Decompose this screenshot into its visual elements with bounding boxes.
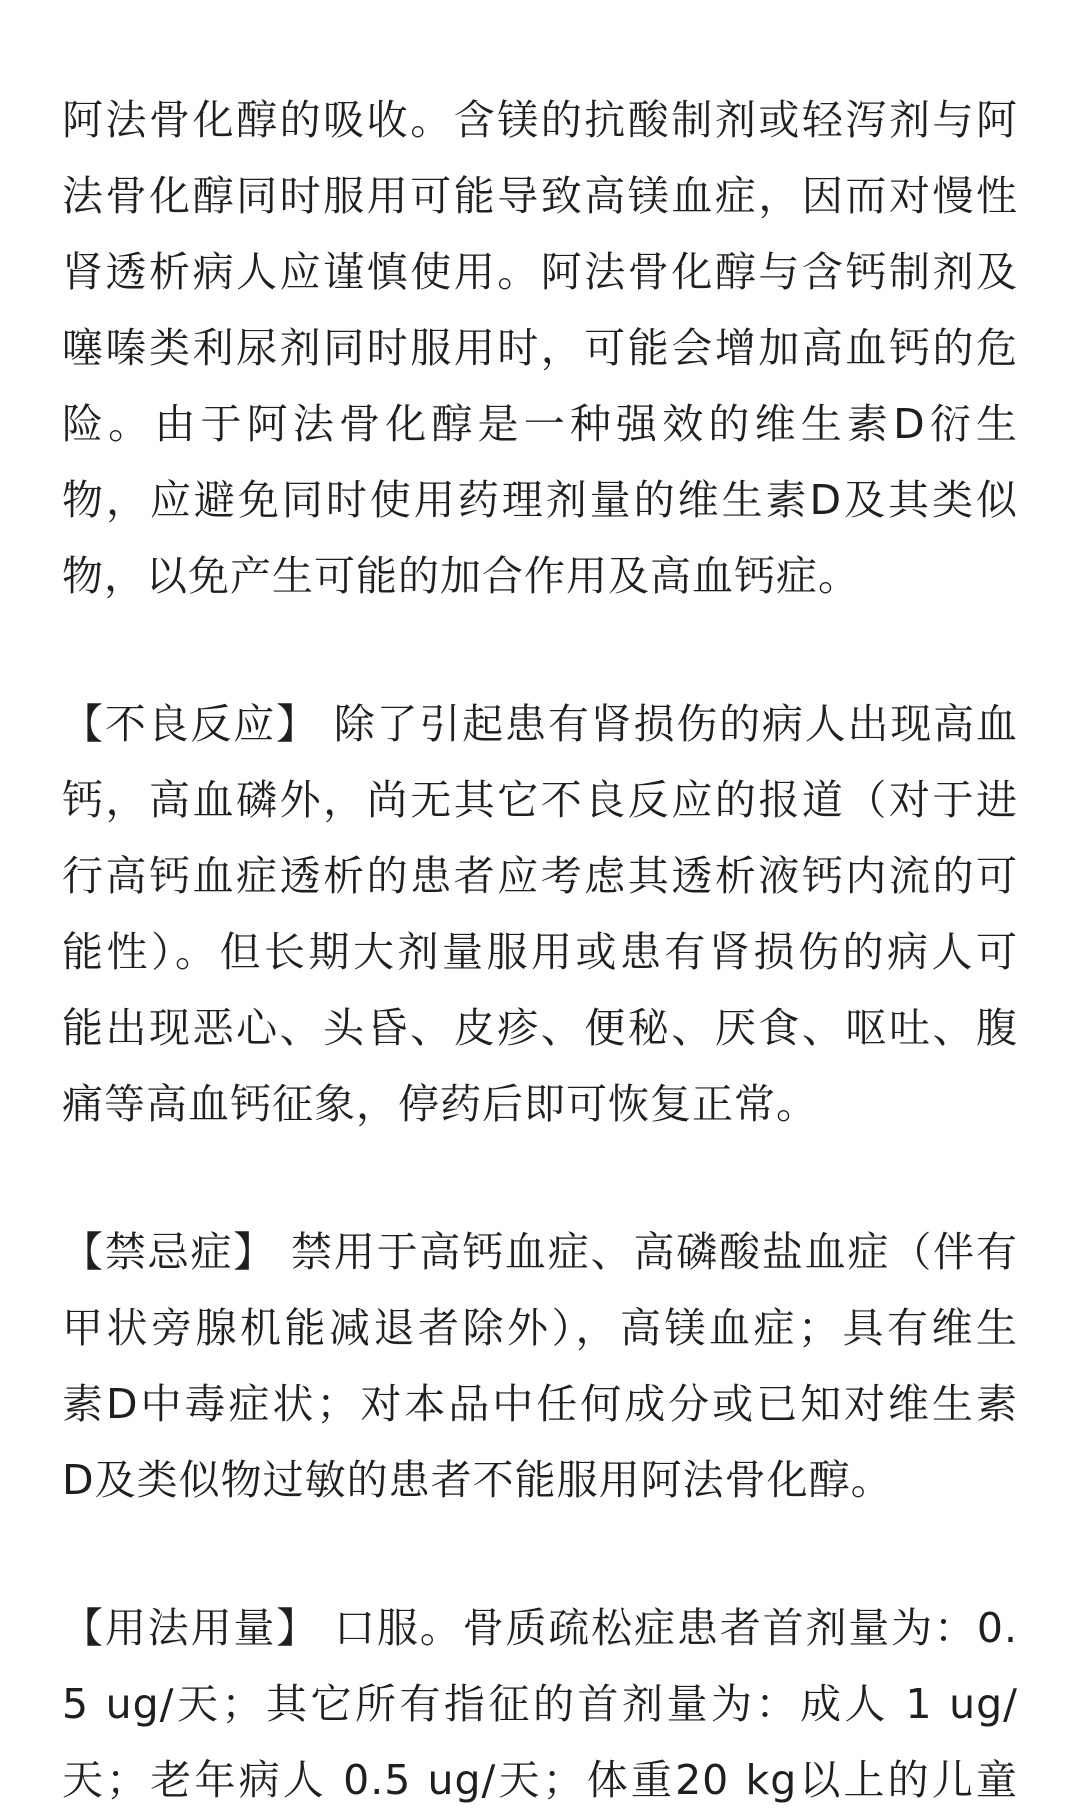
text-line: 行高钙血症透析的患者应考虑其透析液钙内流的可 xyxy=(62,852,1018,900)
text-line: 痛等高血钙征象，停药后即可恢复正常。 xyxy=(62,1080,818,1128)
text-line: 能出现恶心、头昏、皮疹、便秘、厌食、呕吐、腹 xyxy=(62,1004,1018,1052)
paragraph-adverse-reactions xyxy=(62,686,1018,1142)
text-line: 【用法用量】 口服。骨质疏松症患者首剂量为：0. xyxy=(62,1604,1018,1652)
text-line: 阿法骨化醇的吸收。含镁的抗酸制剂或轻泻剂与阿 xyxy=(62,96,1018,144)
text-line: 物，应避免同时使用药理剂量的维生素D及其类似 xyxy=(62,476,1018,524)
text-line: 素D中毒症状；对本品中任何成分或已知对维生素 xyxy=(62,1380,1018,1428)
text-line: 法骨化醇同时服用可能导致高镁血症，因而对慢性 xyxy=(62,172,1018,220)
paragraph-dosage xyxy=(62,1590,1018,1818)
paragraph-contraindications xyxy=(62,1214,1018,1518)
text-line: 甲状旁腺机能减退者除外），高镁血症；具有维生 xyxy=(62,1304,1018,1352)
text-line: 【不良反应】 除了引起患有肾损伤的病人出现高血 xyxy=(62,700,1018,748)
text-line: 险。由于阿法骨化醇是一种强效的维生素D衍生 xyxy=(62,400,1018,448)
text-line: 【禁忌症】 禁用于高钙血症、高磷酸盐血症（伴有 xyxy=(62,1228,1018,1276)
text-line: 噻嗪类利尿剂同时服用时，可能会增加高血钙的危 xyxy=(62,324,1018,372)
text-line: 天；老年病人 0.5 ug/天；体重20 kg以上的儿童 xyxy=(62,1756,1018,1804)
text-line: D及类似物过敏的患者不能服用阿法骨化醇。 xyxy=(62,1456,893,1504)
paragraph-interactions xyxy=(62,82,1018,614)
text-line: 5 ug/天；其它所有指征的首剂量为：成人 1 ug/ xyxy=(62,1680,1018,1728)
text-line: 能性）。但长期大剂量服用或患有肾损伤的病人可 xyxy=(62,928,1018,976)
text-line: 钙，高血磷外，尚无其它不良反应的报道（对于进 xyxy=(62,776,1018,824)
text-line: 物，以免产生可能的加合作用及高血钙症。 xyxy=(62,552,860,600)
text-line: 肾透析病人应谨慎使用。阿法骨化醇与含钙制剂及 xyxy=(62,248,1018,296)
